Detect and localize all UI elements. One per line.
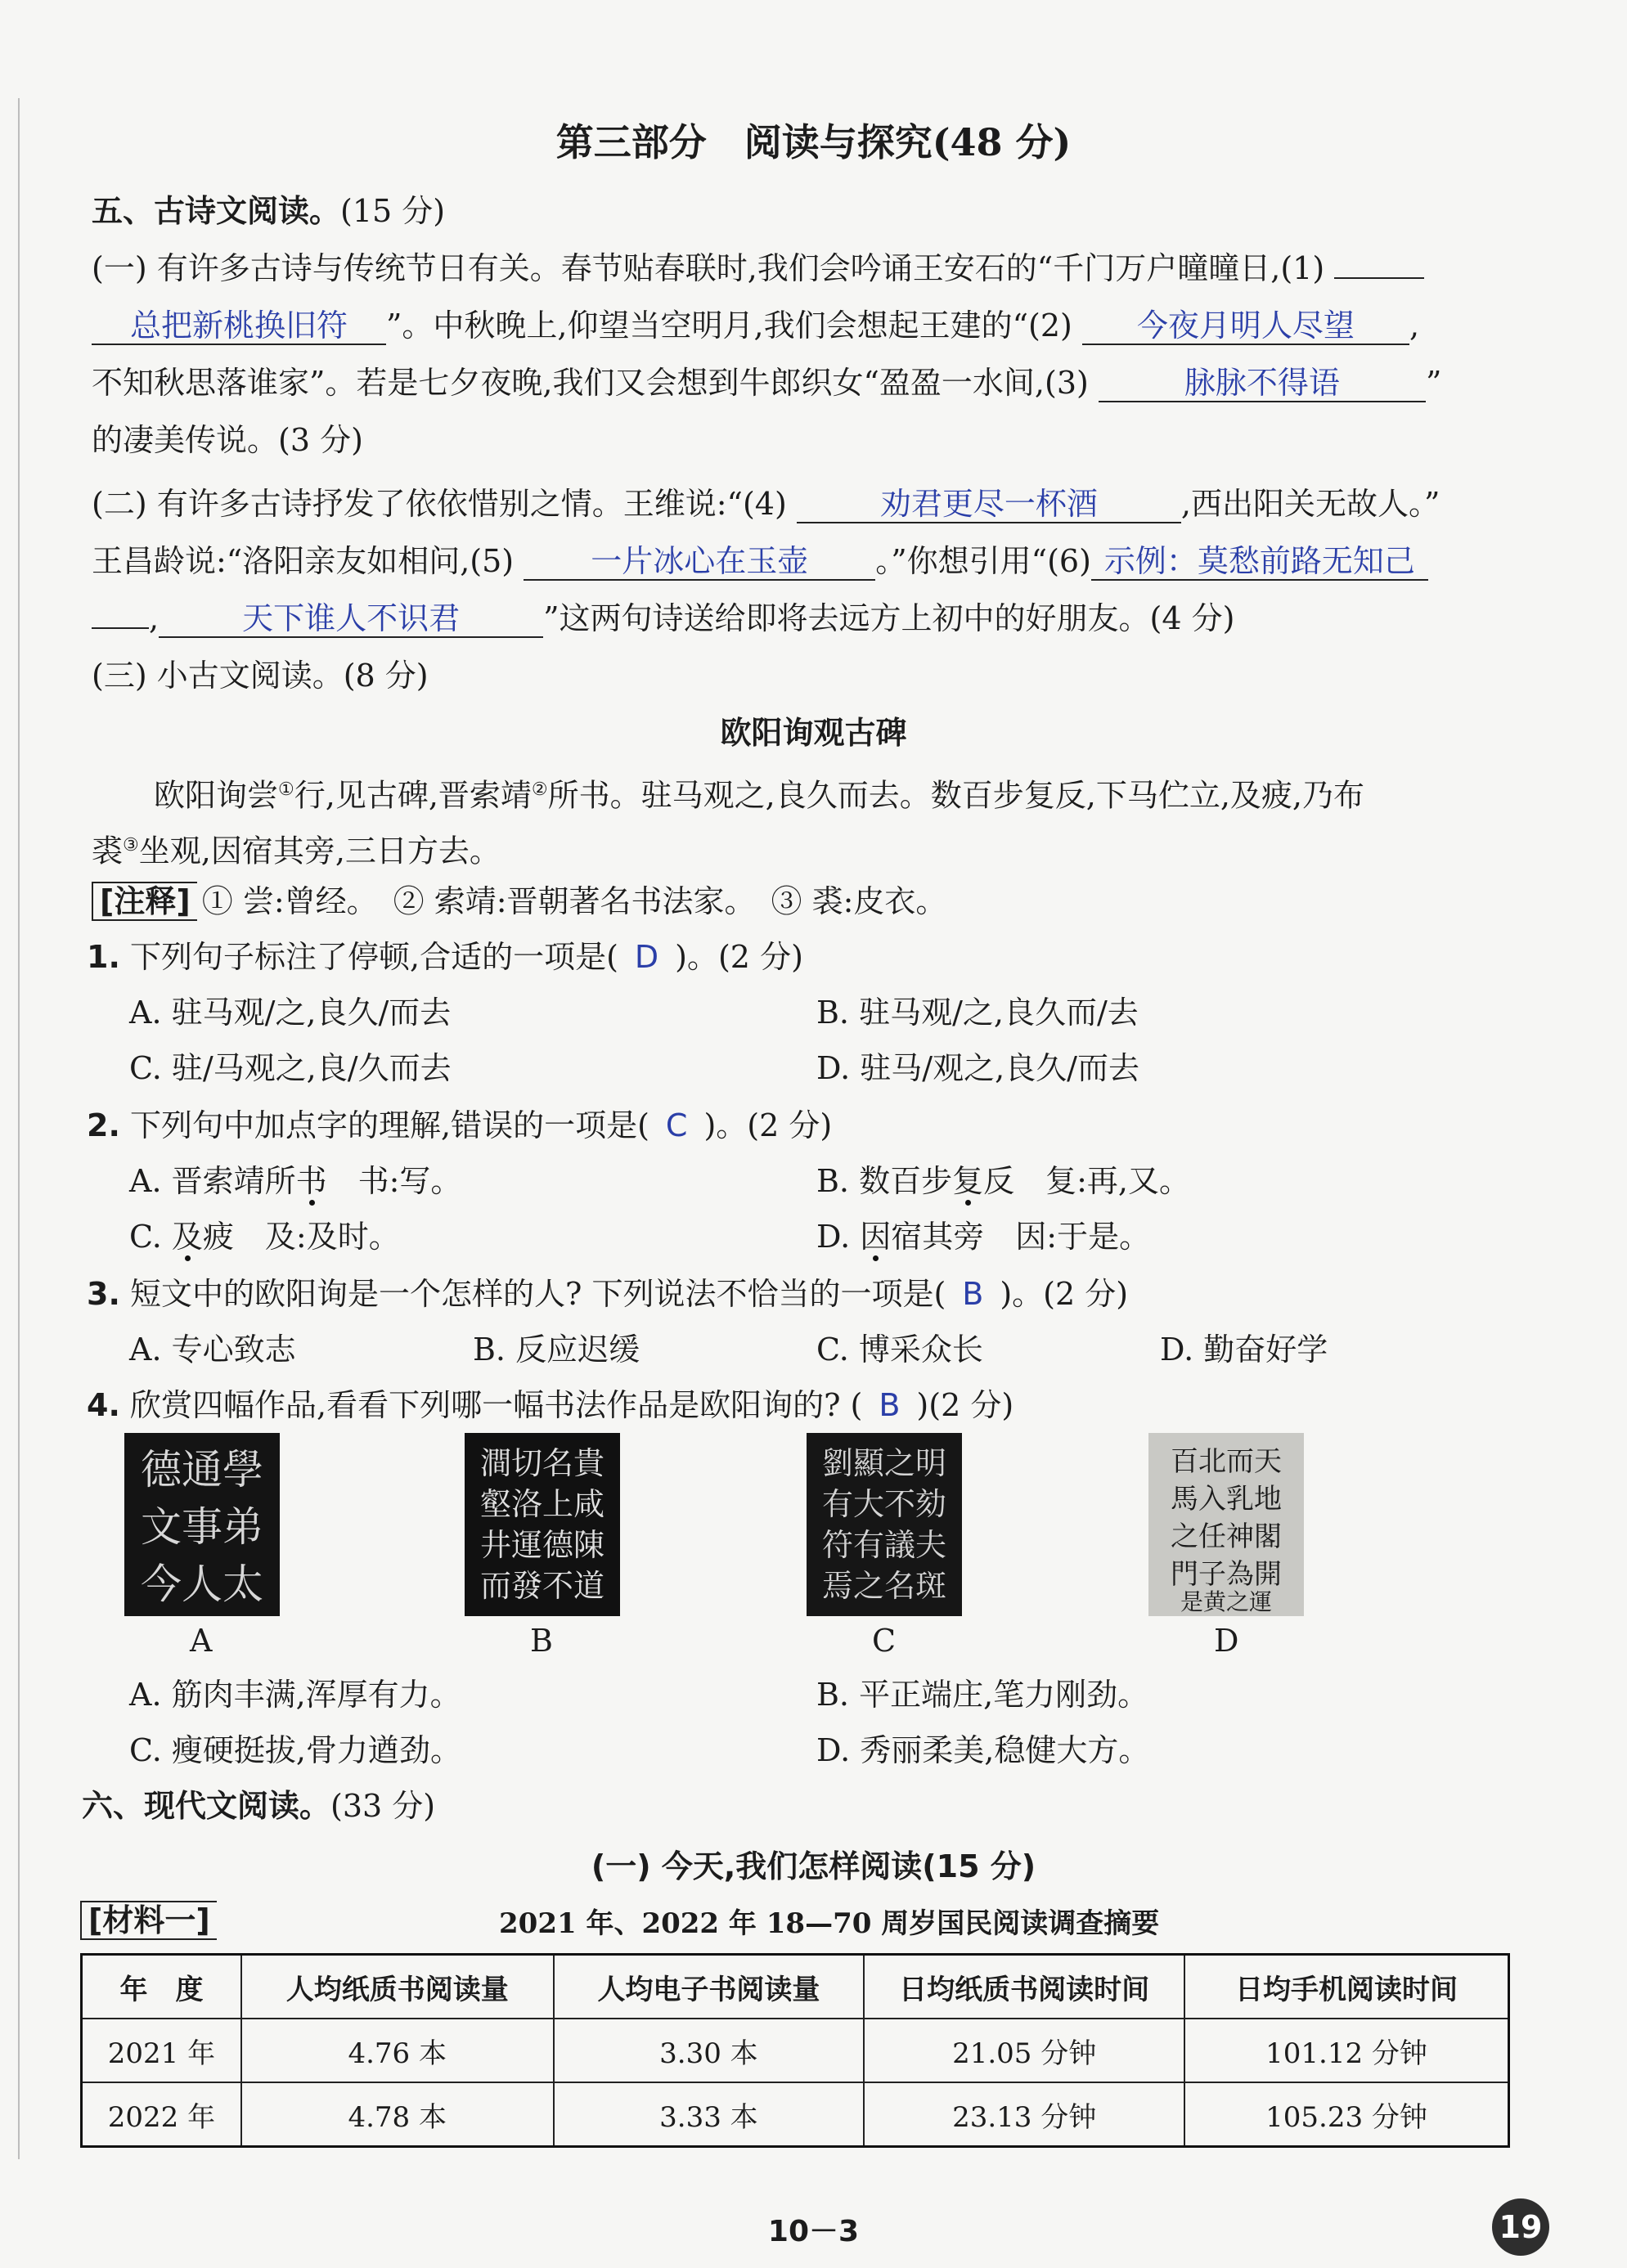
passage-line2: 裘③坐观,因宿其旁,三日方去。: [92, 833, 501, 869]
q3-option-b: B. 反应迟缓: [473, 1332, 640, 1368]
q4-option-a: A. 筋肉丰满,浑厚有力。: [129, 1677, 461, 1713]
answer-blank-1[interactable]: 总把新桃换旧符: [92, 308, 386, 345]
calligraphy-a-glyphs-2: 文事弟: [141, 1503, 263, 1551]
calligraphy-sample-b: [465, 1433, 620, 1616]
calligraphy-b-glyphs-3: 井運德陳: [479, 1527, 605, 1563]
calligraphy-d-glyphs-5: 是黄之運: [1180, 1588, 1273, 1615]
q2-option-b: B. 数百步复反 复:再,又。: [816, 1163, 1190, 1199]
q4-option-b: B. 平正端庄,笔力刚劲。: [816, 1677, 1149, 1713]
q2-option-a: A. 晋索靖所书 书:写。: [129, 1163, 462, 1199]
calligraphy-a-glyphs-3: 今人太: [141, 1561, 263, 1608]
table-cell: 101.12 分钟: [1184, 2019, 1508, 2082]
calligraphy-d-image: [1148, 1433, 1304, 1616]
caption-c: C: [872, 1623, 897, 1659]
table-cell: 2022 年: [82, 2082, 241, 2147]
calligraphy-sample-a: [124, 1433, 280, 1616]
table-header-row: [82, 1955, 1509, 2019]
blank-6-cont[interactable]: [92, 627, 149, 629]
table-header-cell: 人均电子书阅读量: [554, 1955, 865, 2019]
reading-survey-table: [80, 1953, 1510, 2148]
reading-subtitle: (一) 今天,我们怎样阅读(15 分): [591, 1848, 1036, 1884]
table-header-cell: 年 度: [82, 1955, 241, 2019]
q2-line1: (二) 有许多古诗抒发了依依惜别之情。王维说:“(4) 劝君更尽一杯酒 ,西出阳关无故人。”: [92, 486, 1440, 522]
blank-1-start[interactable]: [1334, 277, 1424, 279]
table-row: [82, 2082, 1509, 2147]
answer-blank-2[interactable]: 今夜月明人尽望: [1082, 308, 1409, 345]
table-title: 2021 年、2022 年 18—70 周岁国民阅读调查摘要: [499, 1907, 1160, 1940]
mc-question-1: 1. 下列句子标注了停顿,合适的一项是( D )。(2 分): [87, 939, 803, 975]
calligraphy-c-glyphs-3: 符有議夫: [821, 1527, 947, 1563]
table-cell: 4.76 本: [241, 2019, 554, 2082]
q1-option-d: D. 驻马/观之,良久/而去: [816, 1050, 1139, 1086]
q1-line4: 的凄美传说。(3 分): [92, 422, 363, 458]
calligraphy-sample-c: [807, 1433, 962, 1616]
calligraphy-sample-d: [1148, 1433, 1304, 1616]
q1-option-c: C. 驻/马观之,良/久而去: [129, 1050, 452, 1086]
answer-1[interactable]: D: [634, 939, 659, 975]
q3-option-a: A. 专心致志: [129, 1332, 296, 1368]
q2-option-d: D. 因宿其旁 因:于是。: [816, 1219, 1151, 1255]
passage-line1: 欧阳询尝①行,见古碑,晋索靖②所书。驻马观之,良久而去。数百步复反,下马伫立,及疲,乃布: [154, 777, 1364, 814]
mc-question-4: 4. 欣赏四幅作品,看看下列哪一幅书法作品是欧阳询的? ( B )(2 分): [87, 1387, 1014, 1423]
q3-option-c: C. 博采众长: [816, 1332, 983, 1368]
table-header-cell: 日均纸质书阅读时间: [864, 1955, 1184, 2019]
section6-heading: 六、现代文阅读。(33 分): [82, 1788, 436, 1824]
q1-option-b: B. 驻马观/之,良久而/去: [816, 995, 1139, 1031]
answer-blank-6b[interactable]: 天下谁人不识君: [159, 600, 543, 638]
q4-option-d: D. 秀丽柔美,稳健大方。: [816, 1732, 1150, 1768]
table-cell: 3.30 本: [554, 2019, 865, 2082]
calligraphy-a-glyphs-1: 德通學: [141, 1446, 263, 1493]
calligraphy-b-glyphs-2: 壑洛上咸: [479, 1486, 605, 1522]
table-header-cell: 日均手机阅读时间: [1184, 1955, 1508, 2019]
caption-a: A: [190, 1623, 213, 1659]
caption-b: B: [530, 1623, 553, 1659]
page-footer: 10－3: [767, 2215, 860, 2248]
table-cell: 2021 年: [82, 2019, 241, 2082]
q3-heading: (三) 小古文阅读。(8 分): [92, 658, 429, 694]
section5-heading: 五、古诗文阅读。(15 分): [92, 193, 446, 229]
calligraphy-c-glyphs-2: 有大不劾: [821, 1486, 947, 1522]
table-cell: 4.78 本: [241, 2082, 554, 2147]
calligraphy-d-glyphs-1: 百北而天: [1171, 1445, 1282, 1478]
answer-blank-5[interactable]: 一片冰心在玉壶: [524, 543, 875, 581]
q1-option-a: A. 驻马观/之,良久/而去: [129, 995, 452, 1031]
q1-line3: 不知秋思落谁家”。若是七夕夜晚,我们又会想到牛郎织女“盈盈一水间,(3) 脉脉不得语 ”: [92, 365, 1442, 401]
q1-line2: 总把新桃换旧符 ”。中秋晚上,仰望当空明月,我们会想起王建的“(2) 今夜月明人尽望 ,: [92, 304, 1419, 347]
answer-blank-3[interactable]: 脉脉不得语: [1099, 365, 1426, 402]
table-row: [82, 2019, 1509, 2082]
mc-question-3: 3. 短文中的欧阳询是一个怎样的人? 下列说法不恰当的一项是( B )。(2 分): [87, 1276, 1129, 1312]
calligraphy-d-glyphs-4: 門子為開: [1171, 1558, 1282, 1591]
answer-3[interactable]: B: [962, 1276, 984, 1312]
calligraphy-d-glyphs-3: 之任神閣: [1171, 1520, 1282, 1553]
answer-2[interactable]: C: [665, 1107, 688, 1143]
table-cell: 21.05 分钟: [864, 2019, 1184, 2082]
calligraphy-a-image: [124, 1433, 280, 1616]
annotation-label: [注释]: [92, 882, 197, 921]
q2-line3: , 天下谁人不识君 ”这两句诗送给即将去远方上初中的好朋友。(4 分): [92, 597, 1234, 640]
calligraphy-c-glyphs-1: 劉顯之明: [821, 1445, 947, 1481]
annotation: [注释] ① 尝:曾经。 ② 索靖:晋朝著名书法家。 ③ 裘:皮衣。: [92, 880, 946, 923]
q4-option-c: C. 瘦硬挺拔,骨力遒劲。: [129, 1732, 461, 1768]
calligraphy-d-glyphs-2: 馬入乳地: [1171, 1483, 1282, 1516]
calligraphy-c-image: [807, 1433, 962, 1616]
q1-line1: (一) 有许多古诗与传统节日有关。春节贴春联时,我们会吟诵王安石的“千门万户曈曈日,(1): [92, 247, 1424, 290]
q3-option-d: D. 勤奋好学: [1160, 1332, 1328, 1368]
calligraphy-b-glyphs-1: 澗切名貴: [479, 1445, 605, 1481]
q2-line2: 王昌龄说:“洛阳亲友如相问,(5) 一片冰心在玉壶 。”你想引用“(6) 示例：莫愁前路无知己: [92, 540, 1428, 582]
passage-title: 欧阳询观古碑: [720, 715, 907, 751]
answer-blank-6a[interactable]: 示例：莫愁前路无知己: [1091, 543, 1428, 581]
table-cell: 23.13 分钟: [864, 2082, 1184, 2147]
calligraphy-b-image: [465, 1433, 620, 1616]
answer-4[interactable]: B: [879, 1387, 901, 1423]
material-label: [材料一]: [80, 1899, 222, 1942]
caption-d: D: [1214, 1623, 1239, 1659]
q2-option-c: C. 及疲 及:及时。: [129, 1219, 400, 1255]
answer-blank-4[interactable]: 劝君更尽一杯酒: [797, 486, 1181, 523]
calligraphy-c-glyphs-4: 焉之名斑: [821, 1568, 947, 1604]
part-title: 第三部分 阅读与探究(48 分): [555, 120, 1072, 164]
table-cell: 3.33 本: [554, 2082, 865, 2147]
calligraphy-b-glyphs-4: 而發不道: [479, 1568, 605, 1604]
table-cell: 105.23 分钟: [1184, 2082, 1508, 2147]
table-header-cell: 人均纸质书阅读量: [241, 1955, 554, 2019]
mc-question-2: 2. 下列句中加点字的理解,错误的一项是( C )。(2 分): [87, 1107, 833, 1143]
page-number-badge: 19: [1492, 2198, 1549, 2256]
